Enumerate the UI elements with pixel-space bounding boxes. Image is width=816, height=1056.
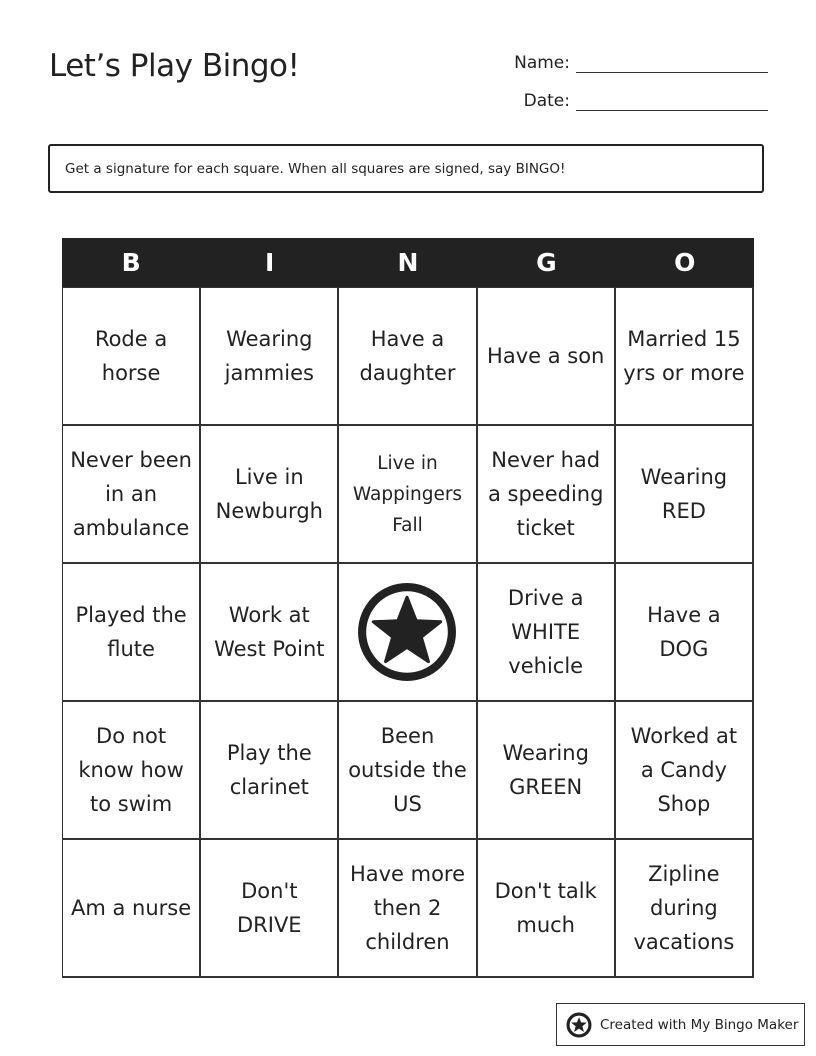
bingo-cell: Live in Wappingers Fall [339, 426, 477, 564]
bingo-cell: Don't talk much [478, 840, 616, 978]
bingo-cell: Never had a speeding ticket [478, 426, 616, 564]
free-space-cell [339, 564, 477, 702]
bingo-cell: Worked at a Candy Shop [616, 702, 754, 840]
star-circle-icon [356, 581, 458, 683]
bingo-cell: Do not know how to swim [63, 702, 201, 840]
bingo-cell: Rode a horse [63, 288, 201, 426]
column-header-g: G [536, 248, 557, 277]
bingo-cell: Drive a WHITE vehicle [478, 564, 616, 702]
column-header-b: B [121, 248, 141, 277]
name-input-line[interactable] [576, 52, 768, 73]
bingo-cell: Never been in an ambulance [63, 426, 201, 564]
name-label: Name: [514, 53, 570, 73]
bingo-cell: Work at West Point [201, 564, 339, 702]
bingo-cell: Have a son [478, 288, 616, 426]
bingo-maker-credit[interactable] [556, 1003, 805, 1046]
column-header-n: N [397, 248, 419, 277]
date-label: Date: [523, 91, 570, 111]
bingo-cell: Have more then 2 children [339, 840, 477, 978]
name-field[interactable] [514, 52, 768, 73]
bingo-cell: Been outside the US [339, 702, 477, 840]
footer-label: Created with My Bingo Maker [600, 1016, 799, 1033]
bingo-cell: Am a nurse [63, 840, 201, 978]
date-input-line[interactable] [576, 90, 768, 111]
bingo-cell: Zipline during vacations [616, 840, 754, 978]
column-header-i: I [264, 248, 275, 277]
bingo-grid [62, 287, 754, 978]
bingo-cell: Wearing RED [616, 426, 754, 564]
page-title: Let’s Play Bingo! [49, 48, 300, 84]
bingo-header-row [62, 238, 754, 287]
bingo-cell: Live in Newburgh [201, 426, 339, 564]
instructions-box: Get a signature for each square. When all squares are signed, say BINGO! [48, 144, 764, 193]
bingo-cell: Married 15 yrs or more [616, 288, 754, 426]
date-field[interactable] [524, 90, 768, 111]
bingo-cell: Wearing GREEN [478, 702, 616, 840]
bingo-cell: Played the flute [63, 564, 201, 702]
bingo-cell: Have a daughter [339, 288, 477, 426]
bingo-board [62, 238, 754, 978]
star-circle-icon [566, 1012, 592, 1038]
bingo-cell: Have a DOG [616, 564, 754, 702]
bingo-cell: Wearing jammies [201, 288, 339, 426]
bingo-cell: Play the clarinet [201, 702, 339, 840]
column-header-o: O [674, 248, 696, 277]
bingo-cell: Don't DRIVE [201, 840, 339, 978]
